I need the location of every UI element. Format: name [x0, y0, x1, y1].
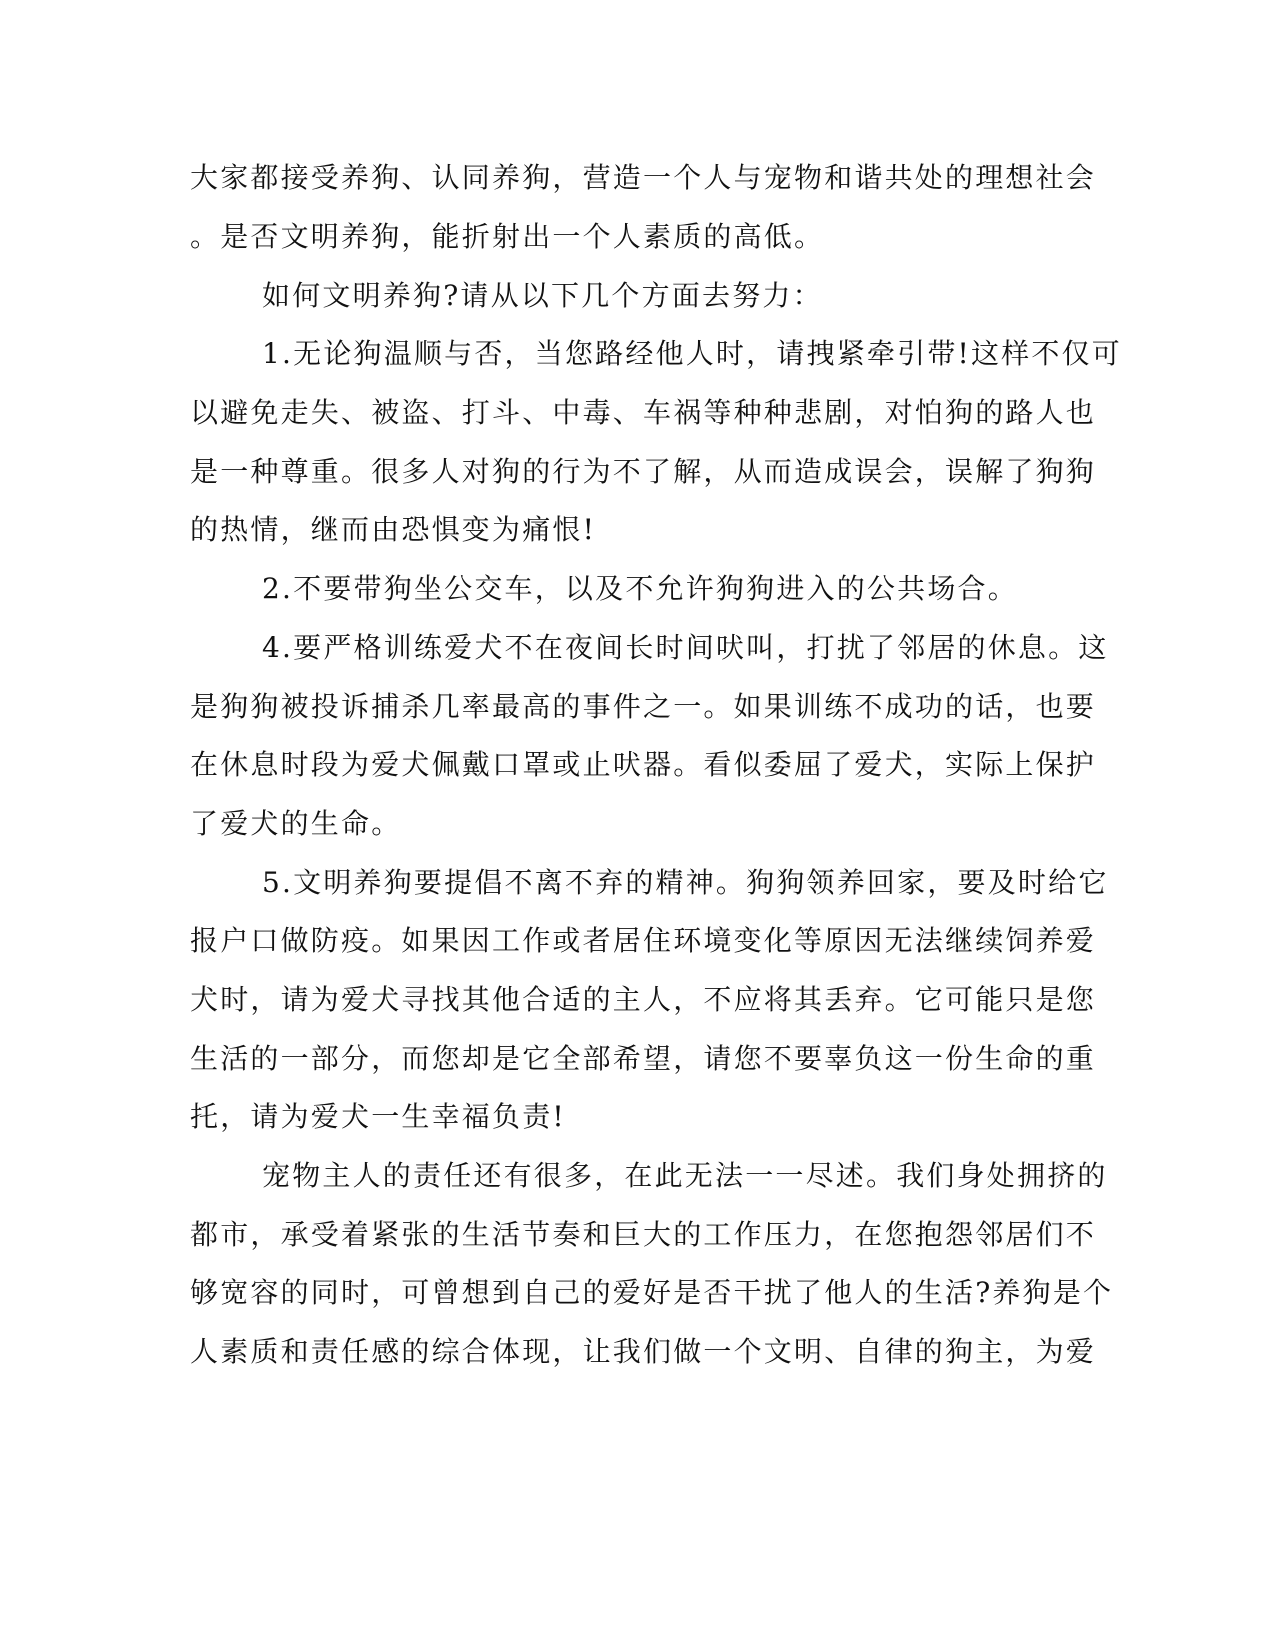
text-line: 4.要严格训练爱犬不在夜间长时间吠叫，打扰了邻居的休息。这 — [262, 631, 1109, 664]
text-line: 。是否文明养狗，能折射出一个人素质的高低。 — [190, 220, 825, 253]
text-line: 犬时，请为爱犬寻找其他合适的主人，不应将其丢弃。它可能只是您 — [190, 983, 1097, 1016]
text-line: 人素质和责任感的综合体现，让我们做一个文明、自律的狗主，为爱 — [190, 1335, 1097, 1368]
text-line: 了爱犬的生命。 — [190, 807, 402, 840]
text-line: 大家都接受养狗、认同养狗，营造一个人与宠物和谐共处的理想社会 — [190, 161, 1097, 194]
text-line: 生活的一部分，而您却是它全部希望，请您不要辜负这一份生命的重 — [190, 1042, 1097, 1075]
text-line: 都市，承受着紧张的生活节奏和巨大的工作压力，在您抱怨邻居们不 — [190, 1218, 1097, 1251]
text-line: 2.不要带狗坐公交车，以及不允许狗狗进入的公共场合。 — [262, 572, 1018, 605]
text-line: 的热情，继而由恐惧变为痛恨! — [190, 513, 597, 546]
text-line: 是一种尊重。很多人对狗的行为不了解，从而造成误会，误解了狗狗 — [190, 455, 1097, 488]
text-line: 托，请为爱犬一生幸福负责! — [190, 1100, 566, 1133]
text-line: 在休息时段为爱犬佩戴口罩或止吠器。看似委屈了爱犬，实际上保护 — [190, 748, 1097, 781]
text-line: 是狗狗被投诉捕杀几率最高的事件之一。如果训练不成功的话，也要 — [190, 690, 1097, 723]
text-line: 如何文明养狗?请从以下几个方面去努力： — [262, 279, 823, 312]
text-line: 5.文明养狗要提倡不离不弃的精神。狗狗领养回家，要及时给它 — [262, 866, 1109, 899]
text-line: 以避免走失、被盗、打斗、中毒、车祸等种种悲剧，对怕狗的路人也 — [190, 396, 1097, 429]
text-line: 宠物主人的责任还有很多，在此无法一一尽述。我们身处拥挤的 — [262, 1159, 1108, 1192]
text-line: 够宽容的同时，可曾想到自己的爱好是否干扰了他人的生活?养狗是个 — [190, 1276, 1114, 1309]
text-line: 1.无论狗温顺与否，当您路经他人时，请拽紧牵引带!这样不仅可 — [262, 337, 1122, 370]
text-line: 报户口做防疫。如果因工作或者居住环境变化等原因无法继续饲养爱 — [190, 924, 1097, 957]
